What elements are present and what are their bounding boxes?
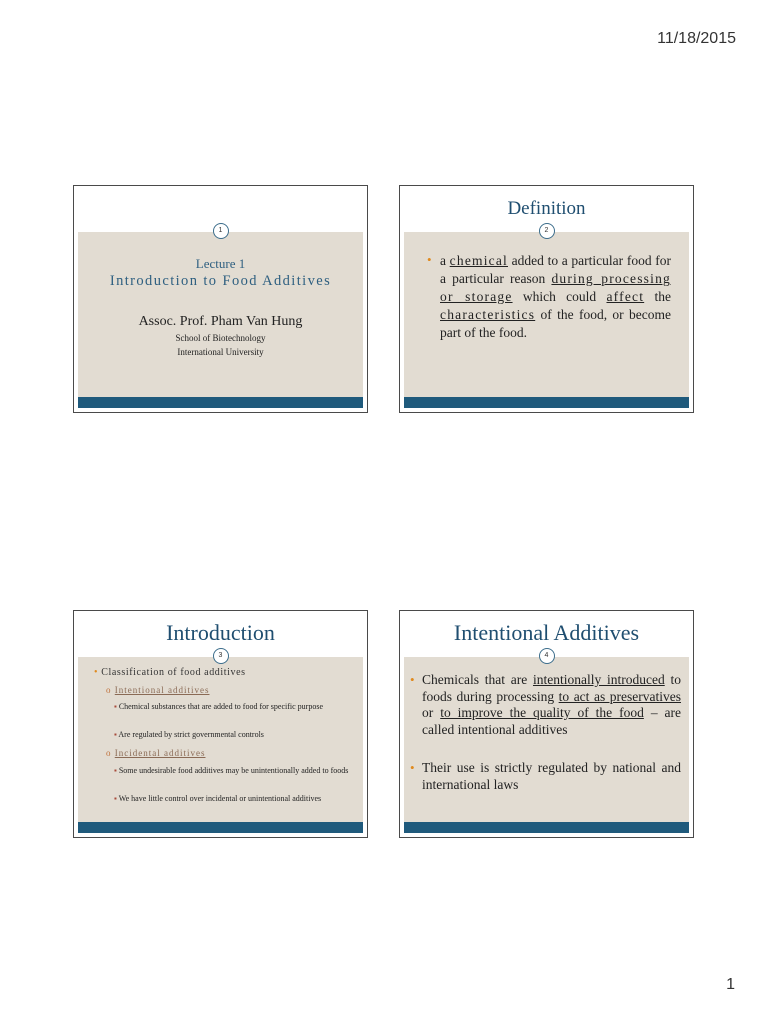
list-item: ▪ Some undesirable food additives may be unintentionally added to foods [114,766,349,775]
slide-number: 1 [213,223,229,239]
square-bullet-icon: ▪ [114,702,119,711]
slide-title: Introduction [166,620,275,645]
slide-1 [73,185,368,413]
author-name: Assoc. Prof. Pham Van Hung [138,314,303,329]
circle-bullet-icon: o [106,685,115,695]
slide-title: Intentional Additives [453,620,640,645]
bullet-icon: • [410,672,415,687]
bullet-icon: • [427,252,432,267]
definition-text: a chemical added to a particular food for a particular reason during processing or storage which could affect the characteristics of the food, or become part of the food. [440,253,671,340]
paragraph-2: Their use is strictly regulated by national and international laws [422,760,681,792]
slide-4 [399,610,694,838]
slide-2 [399,185,694,413]
page-number: 1 [726,976,735,993]
square-bullet-icon: ▪ [114,794,119,803]
square-bullet-icon: ▪ [114,766,119,775]
slide-title: Introduction to Food Additives [109,273,332,289]
page-date: 11/18/2015 [657,30,736,47]
slide-footer-bar [404,397,689,408]
list-item: ▪ Are regulated by strict governmental controls [114,730,264,739]
group-intentional: o Intentional additives [106,685,210,695]
classification-heading: • Classification of food additives [94,667,246,678]
bullet-icon: • [94,667,102,678]
list-item: ▪ We have little control over incidental or unintentional additives [114,794,322,803]
slide-footer-bar [78,397,363,408]
paragraph-1: Chemicals that are intentionally introduced to foods during processing to act as preservatives or to improve the quality of the food – are called intentional additives [422,672,682,737]
bullet-icon: • [410,760,415,775]
group-incidental: o Incidental additives [106,748,206,758]
slide-number: 3 [213,648,229,664]
slide-footer-bar [78,822,363,833]
school-name: School of Biotechnology [175,333,266,343]
square-bullet-icon: ▪ [114,730,119,739]
slide-3 [73,610,368,838]
list-item: ▪ Chemical substances that are added to food for specific purpose [114,702,323,711]
lecture-label: Lecture 1 [195,256,246,271]
slide-title: Definition [507,198,586,219]
slide-number: 4 [539,648,555,664]
slide-number: 2 [539,223,555,239]
slide-footer-bar [404,822,689,833]
circle-bullet-icon: o [106,748,115,758]
university-name: International University [177,347,264,357]
